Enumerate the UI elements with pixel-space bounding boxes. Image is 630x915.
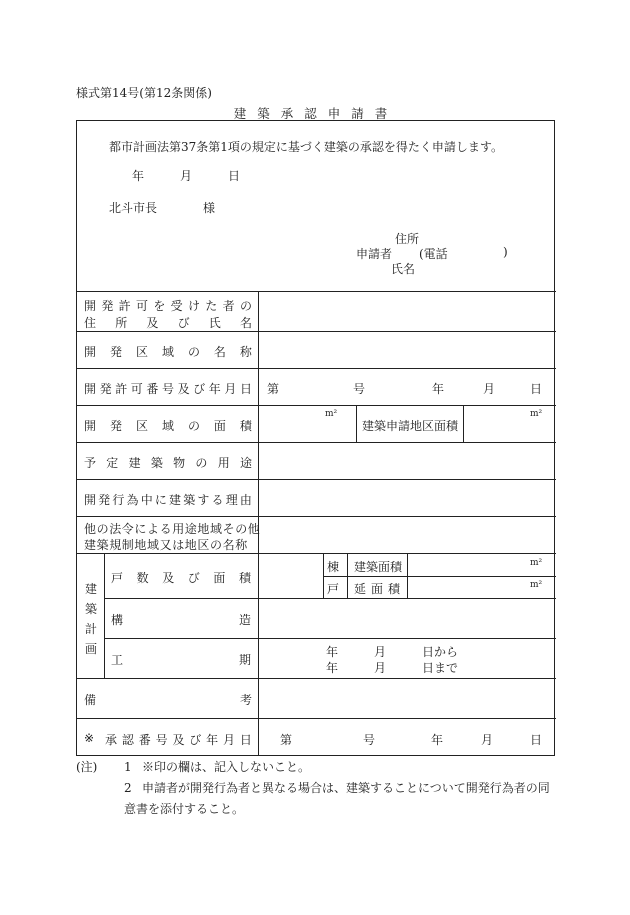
applicant-label: 申請者 (356, 247, 393, 261)
structure-label: 構 造 (111, 613, 251, 627)
column-divider (463, 405, 464, 442)
floor-area-m2: m² (530, 580, 543, 590)
area-unit: m² (325, 409, 338, 419)
form-number: 様式第14号(第12条関係) (76, 86, 212, 100)
holder-label-line1: 開 発 許 可 を 受 け た 者 の (84, 299, 252, 313)
permit-go-label: 号 (353, 382, 366, 396)
plan-group-label: 建築計画 (84, 582, 97, 656)
row-divider (77, 291, 556, 292)
application-statement: 都市計画法第37条第1項の規定に基づく建築の承認を得たく申請します。 (109, 140, 503, 154)
building-area-label: 建築申請地区面積 (362, 419, 459, 433)
building-area-m2: m² (530, 558, 543, 568)
units-area-label: 戸 数 及 び 面 積 (111, 571, 251, 585)
building-area-sublabel: 建築面積 (354, 560, 403, 574)
permit-year-label: 年 (432, 382, 445, 396)
approval-label: 承 認 番 号 及 び 年 月 日 (105, 733, 252, 747)
column-divider (407, 553, 408, 598)
form-title: 建築承認申請書 (233, 106, 399, 121)
holder-label-line2: 住 所 及 び 氏 名 (84, 316, 252, 330)
row-divider (77, 368, 556, 369)
name-label: 氏名 (391, 262, 416, 276)
row-divider (77, 516, 556, 517)
phone-label: (電話 (419, 247, 448, 261)
date-year-label: 年 (132, 169, 145, 183)
permit-day-label: 日 (530, 382, 543, 396)
reason-label: 開 発 行 為 中 に 建 築 す る 理 由 (84, 493, 252, 507)
approval-day-label: 日 (530, 733, 543, 747)
row-divider (323, 576, 556, 577)
row-divider (77, 405, 556, 406)
note-2-number: 2 (124, 781, 132, 795)
zoning-label-line1: 他の法令による用途地域その他 (84, 522, 261, 536)
period-start-month: 月 (374, 645, 387, 659)
application-form (76, 120, 555, 756)
notes (76, 757, 556, 820)
period-label: 工 期 (111, 653, 251, 667)
unit-mune: 棟 (327, 560, 340, 574)
addressee: 北斗市長 (109, 201, 158, 215)
column-divider (104, 553, 105, 678)
use-label: 予 定 建 築 物 の 用 途 (84, 456, 252, 470)
floor-area-sublabel: 延 面 積 (354, 582, 400, 596)
area-name-label: 開 発 区 域 の 名 称 (84, 345, 252, 359)
period-end-month: 月 (374, 661, 387, 675)
notes-label: (注) (76, 760, 98, 774)
period-end-year: 年 (326, 661, 339, 675)
row-divider (77, 479, 556, 480)
note-2-text-line1: 申請者が開発行為者と異なる場合は、建築することについて開発行為者の同 (142, 781, 550, 795)
building-area-unit: m² (530, 409, 543, 419)
address-label: 住所 (395, 232, 420, 246)
column-divider (347, 553, 348, 598)
approval-year-label: 年 (431, 733, 444, 747)
period-from-label: 日から (422, 645, 459, 659)
area-size-label: 開 発 区 域 の 面 積 (84, 419, 252, 433)
row-divider (77, 331, 556, 332)
row-divider (77, 442, 556, 443)
note-1-text: ※印の欄は、記入しないこと。 (142, 760, 311, 774)
date-month-label: 月 (180, 169, 193, 183)
note-2-text-line2: 意書を添付すること。 (124, 802, 245, 816)
zoning-label-line2: 建築規制地域又は地区の名称 (84, 538, 248, 552)
row-divider (104, 598, 556, 599)
approval-mark: ※ (84, 731, 95, 745)
permit-no-prefix: 第 (267, 382, 280, 396)
approval-go-label: 号 (363, 733, 376, 747)
row-divider (77, 678, 556, 679)
row-divider (77, 718, 556, 719)
permit-month-label: 月 (483, 382, 496, 396)
column-divider (356, 405, 357, 442)
period-to-label: 日まで (422, 661, 459, 675)
date-day-label: 日 (228, 169, 241, 183)
addressee-honorific: 様 (203, 201, 216, 215)
approval-month-label: 月 (481, 733, 494, 747)
remarks-label: 備 考 (84, 693, 252, 707)
column-divider (323, 553, 324, 598)
unit-ko: 戸 (327, 582, 340, 596)
row-divider (104, 638, 556, 639)
permit-label: 開 発 許 可 番 号 及 び 年 月 日 (84, 382, 252, 396)
row-divider (77, 553, 556, 554)
phone-close: ) (503, 245, 508, 259)
note-1-number: 1 (124, 760, 132, 774)
approval-no-prefix: 第 (280, 733, 293, 747)
period-start-year: 年 (326, 645, 339, 659)
